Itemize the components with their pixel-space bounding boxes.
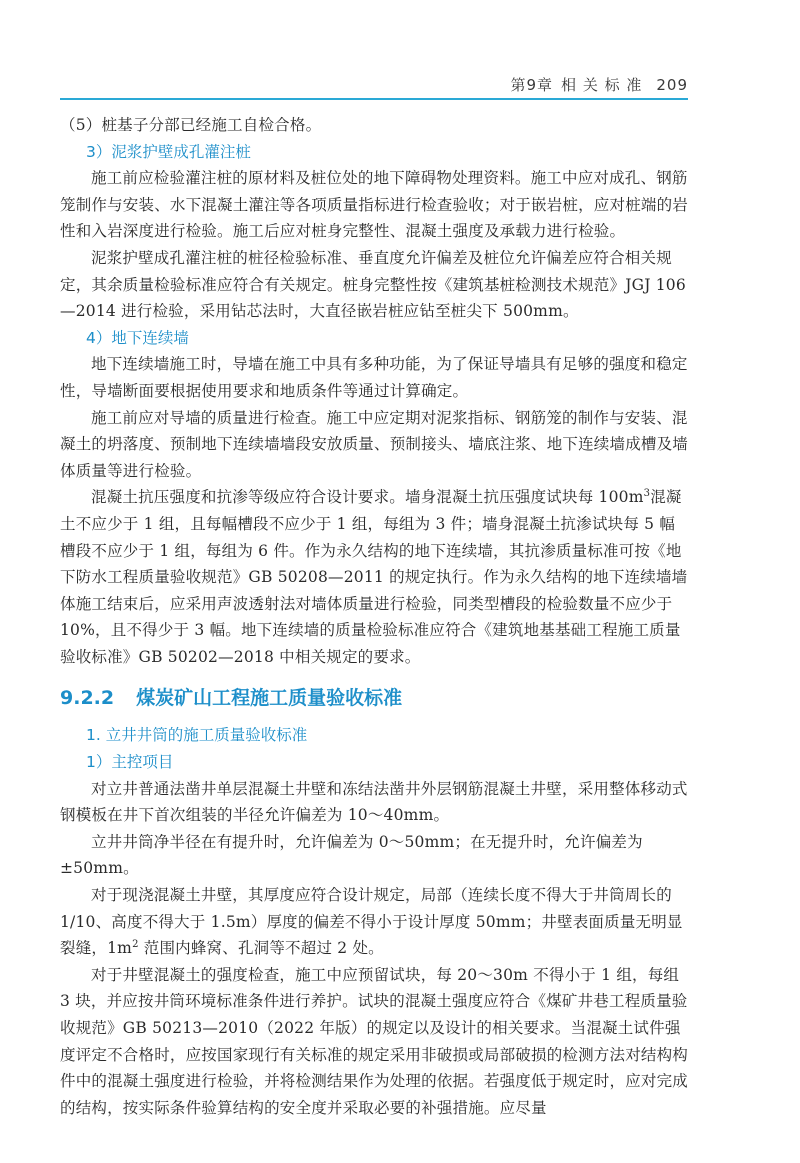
paragraph: 泥浆护壁成孔灌注桩的桩径检验标准、垂直度允许偏差及桩位允许偏差应符合相关规定，其余质量检验标准应符合有关规定。桩身完整性按《建筑基桩检测技术规范》JGJ 106—2014 进行检验，采用钻芯法时，大直径嵌岩桩应钻至桩尖下 500mm。 (60, 248, 686, 321)
header-text (511, 74, 689, 95)
paragraph: 地下连续墙施工时，导墙在施工中具有多种功能，为了保证导墙具有足够的强度和稳定性，导墙断面要根据使用要求和地质条件等通过计算确定。 (60, 355, 688, 400)
paragraph: 对于井壁混凝土的强度检查，施工中应预留试块，每 20～30m 不得小于 1 组，每组 3 块，并应按井筒环境标准条件进行养护。试块的混凝土强度应符合《煤矿井巷工程质量验收规范》GB 50213—2010（2022 年版）的规定以及设计的相关要求。当混凝土试件强度评定不合格时，应按国家现行有关标准的规定采用非破损或局部破损的检测方法对结构构件中的混凝土强度进行检验，并将检测结果作为处理的依据。若强度低于规定时，应对完成的结构，按实际条件验算结构的安全度并采取必要的补强措施。应尽量 (60, 965, 689, 1117)
text-run: 混凝土不应少于 1 组，且每幅槽段不应少于 1 组，每组为 3 件；墙身混凝土抗渗试块每 5 幅槽段不应少于 1 组，每组为 6 件。作为永久结构的地下连续墙，其抗渗质量标准可按《地下防水工程质量验收规范》GB 50208—2011 的规定执行。作为永久结构的地下连续墙墙体施工结束后，应采用声波透射法对墙体质量进行检验，同类型槽段的检验数量不应少于 10%，且不得少于 3 幅。地下连续墙的质量检验标准应符合《建筑地基基础工程施工质量验收标准》GB 50202—2018 中相关规定的要求。 (60, 488, 688, 666)
section-title: 煤炭矿山工程施工质量验收标准 (136, 687, 403, 710)
subheading: 1. 立井井筒的施工质量验收标准 (86, 726, 308, 745)
subheading: 3）泥浆护壁成孔灌注桩 (86, 142, 251, 161)
superscript: 3 (643, 488, 651, 500)
paragraph: 对立井普通法凿井单层混凝土井壁和冻结法凿井外层钢筋混凝土井壁，采用整体移动式钢模板在井下首次组装的半径允许偏差为 10～40mm。 (60, 779, 688, 825)
paragraph: 施工前应检验灌注桩的原材料及桩位处的地下障碍物处理资料。施工中应对成孔、钢筋笼制作与安装、水下混凝土灌注等各项质量指标进行检查验收；对于嵌岩桩，应对桩端的岩性和入岩深度进行检验。施工后应对桩身完整性、混凝土强度及承载力进行检验。 (60, 169, 689, 241)
paragraph: 立井井筒净半径在有提升时，允许偏差为 0～50mm；在无提升时，允许偏差为±50mm。 (60, 832, 643, 878)
paragraph: 施工前应对导墙的质量进行检查。施工中应定期对泥浆指标、钢筋笼的制作与安装、混凝土的坍落度、预制地下连续墙墙段安放质量、预制接头、墙底注浆、地下连续墙成槽及墙体质量等进行检验。 (60, 408, 689, 480)
page-number: 209 (656, 76, 688, 94)
text-run: 对于现浇混凝土井壁，其厚度应符合设计规定，局部（连续长度不得大于井筒周长的 1/10、高度不得大于 1.5m）厚度的偏差不得小于设计厚度 50mm；井壁表面质量无明显裂缝，1m (60, 886, 683, 958)
section-heading (60, 684, 688, 712)
text-run: 范围内蜂窝、孔洞等不超过 2 处。 (138, 939, 384, 958)
running-header (60, 70, 688, 100)
superscript: 2 (132, 939, 139, 951)
paragraph (60, 484, 688, 670)
paragraph: （5）桩基子分部已经施工自检合格。 (60, 116, 322, 134)
subheading: 4）地下连续墙 (86, 328, 189, 347)
text-run: 混凝土抗压强度和抗渗等级应符合设计要求。墙身混凝土抗压强度试块每 100m (91, 488, 644, 507)
chapter-label: 第9章 (510, 76, 554, 94)
paragraph (60, 882, 688, 962)
section-number: 9.2.2 (60, 687, 115, 710)
subheading: 1）主控项目 (86, 753, 174, 772)
page-body (60, 112, 688, 1121)
chapter-title: 相 关 标 准 (561, 76, 643, 94)
